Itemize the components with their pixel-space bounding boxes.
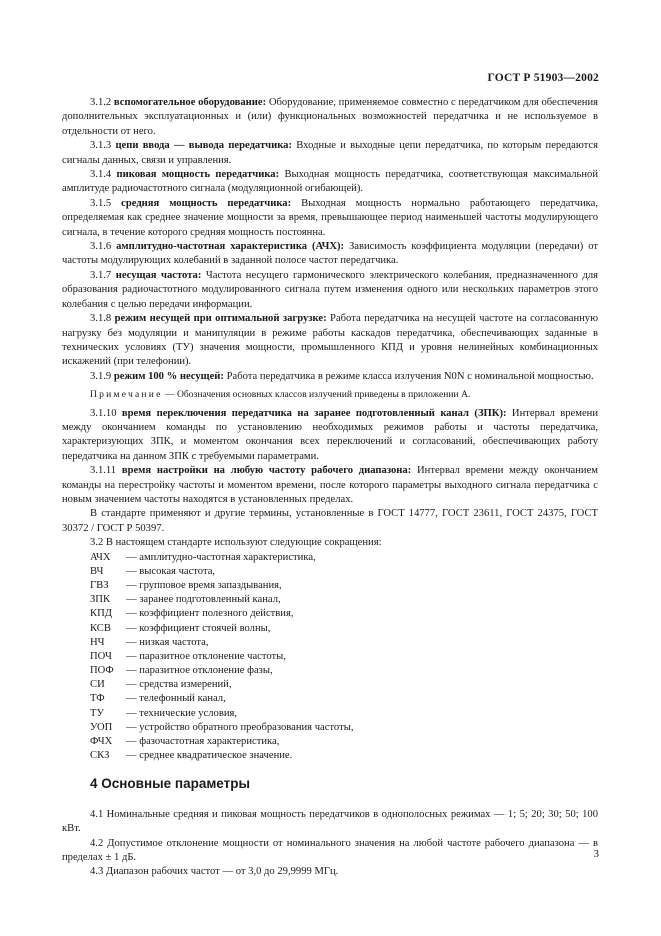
abbreviation-row <box>62 551 598 565</box>
term-number: 3.1.5 <box>90 197 112 209</box>
abbreviation-code: ПОФ <box>90 665 114 677</box>
other-terms-paragraph: В стандарте применяют и другие термины, установленные в ГОСТ 14777, ГОСТ 23611, ГОСТ 24375, ГОСТ 30372 / ГОСТ Р 50397. <box>62 508 598 534</box>
abbreviation-row <box>62 721 598 735</box>
abbreviation-row <box>62 579 598 593</box>
term-paragraph <box>62 464 598 507</box>
term-text: Входные и выходные цепи передатчика, по которым передаются сигналы данных, связи и управления. <box>62 140 598 166</box>
abbreviation-description: — устройство обратного преобразования частоты, <box>126 721 354 733</box>
term-title: время переключения передатчика на заранее подготовленный канал (ЗПК): <box>121 407 507 419</box>
abbreviation-row <box>62 650 598 664</box>
abbreviation-row <box>62 622 598 636</box>
page-number: 3 <box>593 848 599 860</box>
term-number: 3.1.4 <box>90 169 112 181</box>
abbreviation-code: УОП <box>90 721 113 733</box>
term-paragraph <box>62 269 598 312</box>
term-title: режим 100 % несущей: <box>113 370 224 382</box>
term-number: 3.1.3 <box>90 140 112 152</box>
abbreviation-description: — среднее квадратическое значение. <box>126 750 293 762</box>
abbreviation-row <box>62 636 598 650</box>
abbreviation-code: ВЧ <box>90 565 104 577</box>
term-text: Выходная мощность передатчика, соответствующая максимальной амплитуде радиочастотного сигнала (модуляционной огибающей). <box>62 169 598 195</box>
term-paragraph <box>62 197 598 240</box>
term-title: режим несущей при оптимальной загрузке: <box>114 313 327 325</box>
term-text: Зависимость коэффициента модуляции (передачи) от частоты модулирующих колебаний в заданной полосе частот передатчика. <box>62 241 598 267</box>
term-title: время настройки на любую частоту рабочего диапазона: <box>121 465 412 477</box>
term-number: 3.1.10 <box>90 407 117 419</box>
term-text: Работа передатчика на несущей частоте на согласованную нагрузку без модуляции и манипуляции в режиме работы каскадов передатчика, обеспечивающих заданные в технических условиях (ТУ) значения мощности, промышленного КПД и уровня нелинейных комбинационных искажений (при телефонии). <box>62 313 598 368</box>
note-text: — Обозначения основных классов излучений приведены в приложении А. <box>162 389 471 401</box>
abbreviation-description: — коэффициент стоячей волны, <box>126 622 271 634</box>
term-text: Интервал времени между окончанием команды на перестройку частоты и моментом времени, после которого параметры выходного сигнала передатчика с новым значением частоты находятся в установленных пределах. <box>62 465 598 505</box>
term-title: цепи ввода — вывода передатчика: <box>115 140 293 152</box>
section-item: 4.1 Номинальные средняя и пиковая мощность передатчиков в однополосных режимах — 1; 5; 20; 30; 50; 100 кВт. <box>62 808 598 835</box>
abbreviation-code: ЗПК <box>90 594 111 606</box>
abbreviation-row <box>62 749 598 763</box>
term-title: пиковая мощность передатчика: <box>116 169 280 181</box>
abbreviation-description: — амплитудно-частотная характеристика, <box>126 551 316 563</box>
abbreviations-intro: 3.2 В настоящем стандарте используют следующие сокращения: <box>90 537 382 549</box>
abbreviation-description: — паразитное отклонение фазы, <box>126 665 273 677</box>
term-text: Выходная мощность нормально работающего передатчика, определяемая как среднее значение мощности за время, превышающее период наименьшей частоты модулирующего сигнала, в течение которого средняя мощность постоянна. <box>62 197 599 238</box>
term-number: 3.1.7 <box>90 269 112 281</box>
abbreviation-code: ГВЗ <box>90 579 109 591</box>
abbreviation-code: СИ <box>90 679 105 691</box>
term-number: 3.1.8 <box>90 313 112 325</box>
abbreviation-row <box>62 565 598 579</box>
term-title: амплитудно-частотная характеристика (АЧХ): <box>116 241 345 253</box>
term-paragraph <box>62 168 598 197</box>
term-definitions-2 <box>62 407 598 508</box>
abbreviation-description: — технические условия, <box>126 707 238 719</box>
term-text: Частота несущего гармонического электрического колебания, предназначенного для образования радиочастотного модулированного сигнала путем изменения одного или нескольких параметров этого колебания с целью передачи информации. <box>62 269 598 310</box>
abbreviation-code: НЧ <box>90 636 105 648</box>
section-item: 4.2 Допустимое отклонение мощности от номинального значения на любой частоте рабочего диапазона — в пределах ± 1 дБ. <box>62 837 598 864</box>
term-number: 3.1.2 <box>90 97 112 108</box>
term-text: Интервал времени между окончанием команды по установлению необходимых режимов работы и частоты передатчика, характеризующих ЗПК, и моментом окончания всех переключений и согласований, обеспечивающих работу передатчика на данном ЗПК с требуемыми параметрами. <box>62 407 598 462</box>
section-heading: 4 Основные параметры <box>90 776 251 792</box>
document-body <box>62 96 598 880</box>
term-title: несущая частота: <box>115 269 202 281</box>
abbreviation-description: — средства измерений, <box>126 679 232 691</box>
abbreviation-description: — низкая частота, <box>126 636 209 648</box>
abbreviation-code: ФЧХ <box>90 736 113 748</box>
term-number: 3.1.6 <box>90 241 112 253</box>
abbreviation-description: — паразитное отклонение частоты, <box>126 650 286 662</box>
term-paragraph <box>62 312 598 370</box>
term-title: средняя мощность передатчика: <box>121 197 292 209</box>
abbreviation-row <box>62 607 598 621</box>
abbreviation-description: — фазочастотная характеристика, <box>126 736 280 748</box>
term-number: 3.1.11 <box>90 465 117 477</box>
abbreviation-code: КСВ <box>90 622 111 634</box>
section-item: 4.3 Диапазон рабочих частот — от 3,0 до 29,9999 МГц. <box>90 866 339 878</box>
term-paragraph <box>62 139 598 168</box>
abbreviation-row <box>62 664 598 678</box>
term-paragraph <box>62 407 598 465</box>
document-header: ГОСТ Р 51903—2002 <box>487 72 599 84</box>
abbreviation-row <box>62 735 598 749</box>
note <box>62 388 598 402</box>
note-label: Примечание <box>90 389 163 401</box>
term-paragraph <box>62 96 598 139</box>
abbreviation-description: — высокая частота, <box>126 565 216 577</box>
term-text: Работа передатчика в режиме класса излучения N0N с номинальной мощностью. <box>223 370 594 382</box>
abbreviation-code: КПД <box>90 608 112 620</box>
abbreviation-code: АЧХ <box>90 551 111 563</box>
term-number: 3.1.9 <box>90 370 112 382</box>
abbreviation-row <box>62 678 598 692</box>
abbreviation-row <box>62 692 598 706</box>
term-definitions <box>62 96 598 384</box>
term-paragraph <box>62 370 598 384</box>
abbreviation-description: — коэффициент полезного действия, <box>126 608 294 620</box>
section-4-items <box>62 808 598 880</box>
abbreviation-description: — телефонный канал, <box>126 693 226 705</box>
term-title: вспомогательное оборудование: <box>113 97 267 108</box>
abbreviation-code: ТУ <box>90 707 104 719</box>
abbreviation-code: ТФ <box>90 693 105 705</box>
abbreviation-code: ПОЧ <box>90 650 112 662</box>
abbreviation-list <box>62 551 598 764</box>
abbreviation-description: — групповое время запаздывания, <box>126 579 282 591</box>
term-paragraph <box>62 240 598 269</box>
abbreviation-row <box>62 707 598 721</box>
term-text: Оборудование, применяемое совместно с передатчиком для обеспечения дополнительных эксплуатационных и (или) функциональных возможностей передатчика и не используемое в отдельности от него. <box>62 97 599 137</box>
abbreviation-description: — заранее подготовленный канал, <box>126 594 281 606</box>
abbreviation-code: СКЗ <box>90 750 110 762</box>
abbreviation-row <box>62 593 598 607</box>
